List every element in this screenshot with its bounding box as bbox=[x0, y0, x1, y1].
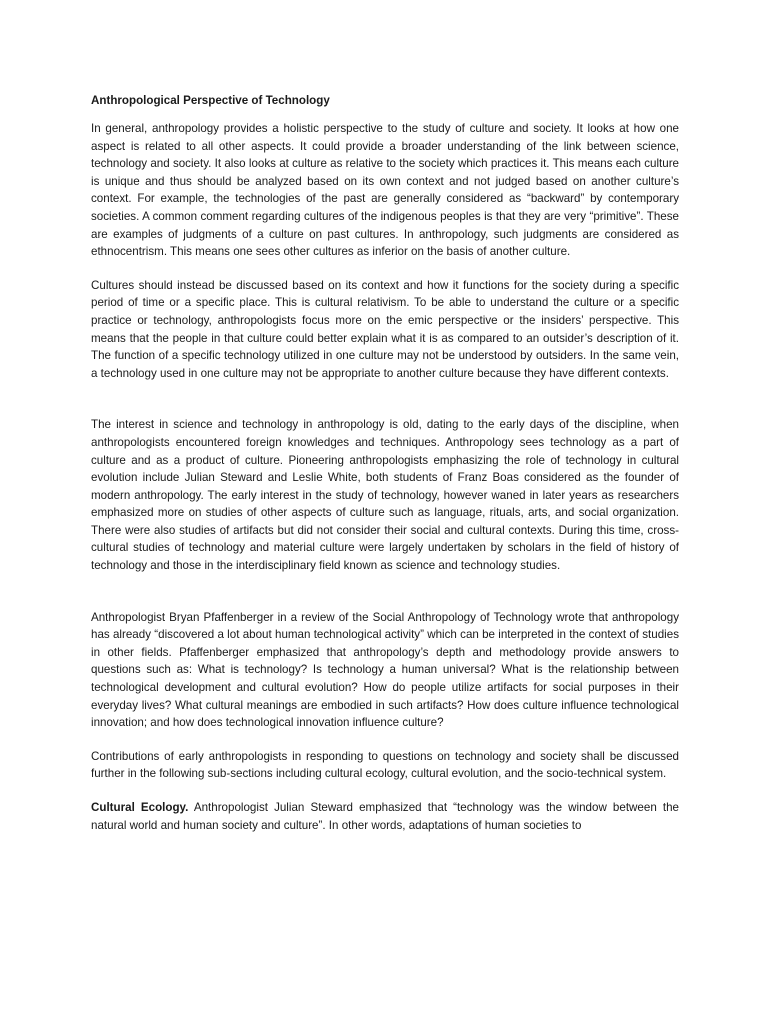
cultural-ecology-heading: Cultural Ecology. bbox=[91, 801, 189, 814]
paragraph-history-of-interest: The interest in science and technology in anthropology is old, dating to the early days of the discipline, when anthropologists encountered foreign knowledges and techniques. Anthropology sees technology as a part of culture and as a product of culture. Pioneering anthropologists emphasizing the role of technology in cultural evolution include Julian Steward and Leslie White, both students of Franz Boas considered as the founder of modern anthropology. The early interest in the study of technology, however waned in later years as researchers emphasized more on studies of other aspects of culture such as language, rituals, arts, and social organization. There were also studies of artifacts but did not consider their social and cultural contexts. During this time, cross-cultural studies of technology and material culture were largely undertaken by scholars in the field of history of technology and those in the interdisciplinary field known as science and technology studies. bbox=[91, 418, 679, 573]
document-page bbox=[91, 92, 679, 834]
paragraph-ethnocentrism: In general, anthropology provides a holistic perspective to the study of culture and society. It looks at how one aspect is related to all other aspects. It could provide a broader understanding of the link between science, technology and society. It also looks at culture as relative to the society which practices it. This means each culture is unique and thus should be analyzed based on its own context and not judged based on another culture’s context. For example, the technologies of the past are generally considered as “backward” by contemporary societies. A common comment regarding cultures of the indigenous peoples is that they are very “primitive”. These are examples of judgments of a culture on past cultures. In anthropology, such judgments are considered as ethnocentrism. This means one sees other cultures as inferior on the basis of another culture. bbox=[91, 122, 679, 259]
paragraph-pfaffenberger: Anthropologist Bryan Pfaffenberger in a review of the Social Anthropology of Technology wrote that anthropology has already “discovered a lot about human technological activity” which can be interpreted in the context of studies in other fields. Pfaffenberger emphasized that anthropology’s depth and methodology provide answers to questions such as: What is technology? Is technology a human universal? What is the relationship between technological development and cultural evolution? How do people utilize artifacts for social purposes in their everyday lives? What cultural meanings are embodied in such artifacts? How does culture influence technological innovation; and how does technological innovation influence culture? bbox=[91, 610, 679, 730]
paragraph-contributions: Contributions of early anthropologists in responding to questions on technology and society shall be discussed further in the following sub-sections including cultural ecology, cultural evolution, and the socio-technical system. bbox=[91, 749, 679, 781]
paragraph-cultural-ecology bbox=[91, 799, 679, 834]
document-title: Anthropological Perspective of Technology bbox=[91, 94, 330, 107]
cultural-ecology-text: Anthropologist Julian Steward emphasized that “technology was the window between the natural world and human society and culture”. In other words, adaptations of human societies to bbox=[91, 801, 679, 832]
paragraph-cultural-relativism: Cultures should instead be discussed based on its context and how it functions for the society during a specific period of time or a specific place. This is cultural relativism. To be able to understand the culture or a specific practice or technology, anthropologists focus more on the emic perspective or the insiders’ perspective. This means that the people in that culture could better explain what it is as compared to an outsider’s description of it. The function of a specific technology utilized in one culture may not be understood by outsiders. In the same vein, a technology used in one culture may not be appropriate to another culture because they have different contexts. bbox=[91, 278, 679, 380]
